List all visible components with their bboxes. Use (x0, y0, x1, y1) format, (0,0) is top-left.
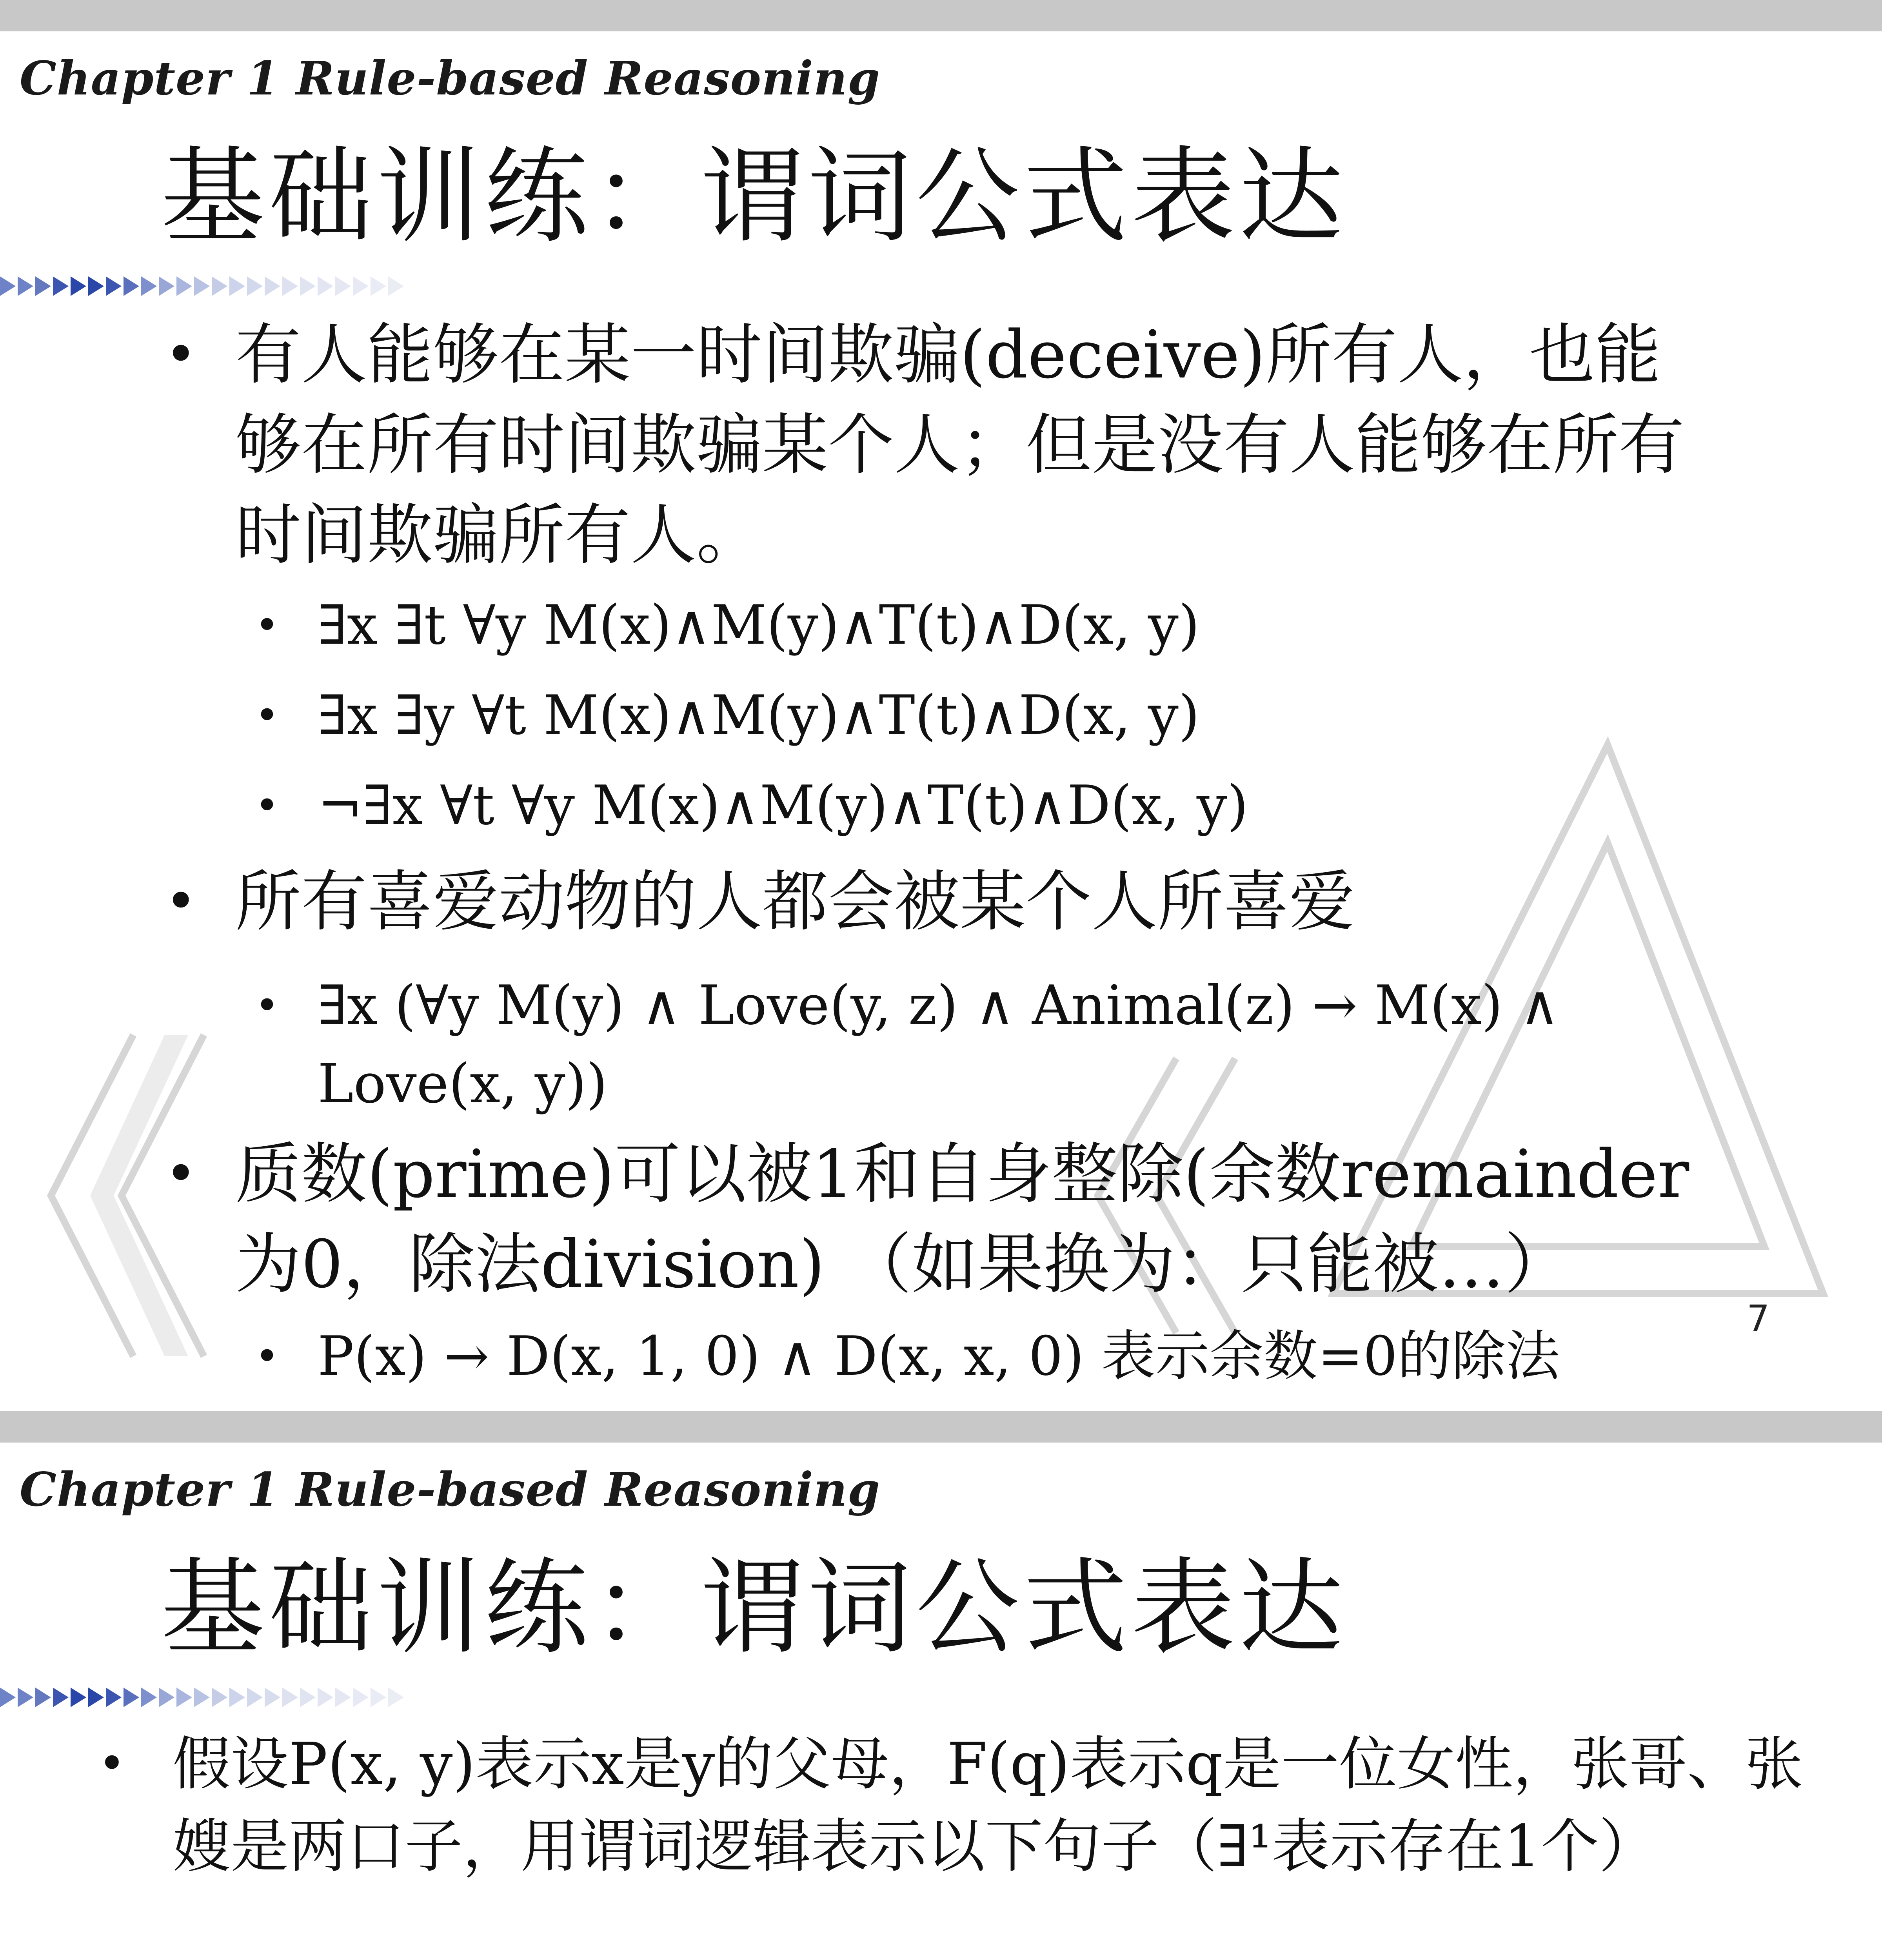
formula-text: ∃x ∃t ∀y M(x)∧M(y)∧T(t)∧D(x, y) (318, 593, 1200, 657)
arrow-divider-icon (0, 272, 408, 300)
bullet-dot: • (98, 1737, 126, 1791)
bullet-dot: • (255, 782, 279, 829)
bullet-dot: • (165, 869, 197, 933)
chapter-header: Chapter 1 Rule-based Reasoning (20, 1462, 881, 1517)
slide-title: 基础训练：谓词公式表达 (161, 136, 1347, 257)
formula-text: ∃x (∀y M(y) ∧ Love(y, z) ∧ Animal(z) → M(x) ∧ Love(x, y)) (318, 974, 1560, 1115)
formula-text: P(x) → D(x, 1, 0) ∧ D(x, x, 0) 表示余数=0的除法 (318, 1325, 1560, 1388)
sub-bullet-formula (255, 766, 1635, 845)
sub-bullet-formula (255, 966, 1635, 1123)
sub-bullet-formula (255, 586, 1635, 664)
slide-title: 基础训练：谓词公式表达 (161, 1548, 1347, 1668)
bullet-text: 假设P(x, y)表示x是y的父母，F(q)表示q是一位女性，张哥、张嫂是两口子，用谓词逻辑表示以下句子（∃¹表示存在1个） (173, 1730, 1803, 1880)
bullet-dot: • (255, 982, 279, 1029)
bullet-text: 质数(prime)可以被1和自身整除(余数remainder为0，除法division) （如果换为：只能被…） (235, 1136, 1689, 1303)
formula-text: ¬∃x ∀t ∀y M(x)∧M(y)∧T(t)∧D(x, y) (318, 774, 1248, 837)
bullet-text: 有人能够在某一时间欺骗(deceive)所有人，也能够在所有时间欺骗某个人；但是没有人能够在所有时间欺骗所有人。 (235, 316, 1684, 573)
bullet-dot: • (255, 691, 279, 739)
bullet-dot: • (165, 1142, 197, 1206)
bullet-text: 所有喜爱动物的人都会被某个人所喜爱 (235, 863, 1355, 940)
page-number: 7 (1747, 1298, 1770, 1339)
bullet-prime (165, 1129, 1694, 1309)
bullet-deceive (165, 310, 1694, 580)
arrow-divider-icon (0, 1684, 408, 1711)
slide-8 (0, 1411, 1882, 1960)
bullet-love-animal (165, 857, 1694, 947)
bullet-dot: • (255, 601, 279, 649)
bullet-dot: • (165, 323, 197, 387)
sub-bullet-formula (255, 676, 1635, 755)
bullet-dot: • (255, 1332, 279, 1380)
sub-bullet-formula (255, 1317, 1635, 1396)
formula-text: ∃x ∃y ∀t M(x)∧M(y)∧T(t)∧D(x, y) (318, 684, 1200, 747)
bullet-assumption (98, 1723, 1843, 1887)
chapter-header: Chapter 1 Rule-based Reasoning (20, 51, 881, 105)
